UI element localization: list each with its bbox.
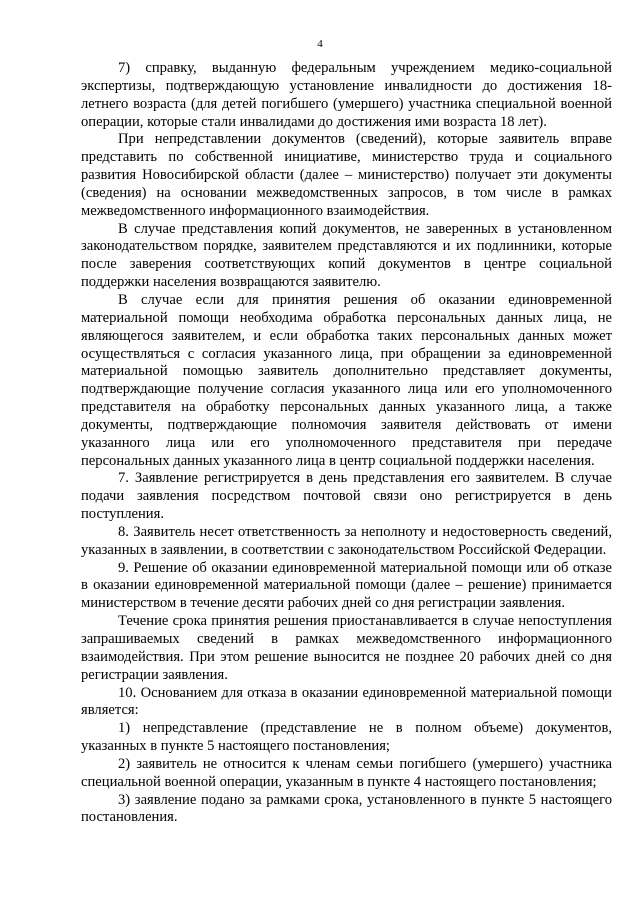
paragraph-interagency-requests: При непредставлении документов (сведений), которые заявитель вправе представить по собственной инициативе, министерство труда и социального развития Новосибирской области (далее – министерство) получает эти документы (сведения) на основании межведомственных запросов, в том числе в рамках межведомственного информационного взаимодействия. xyxy=(81,131,612,219)
paragraph-clause-7-registration: 7. Заявление регистрируется в день представления его заявителем. В случае подачи заявления посредством почтовой связи оно регистрируется в день поступления. xyxy=(81,470,612,523)
paragraph-item-7-certificate: 7) справку, выданную федеральным учреждением медико-социальной экспертизы, подтверждающую установление инвалидности до достижения 18-летнего возраста (для детей погибшего (умершего) участника специальной военной операции, которые стали инвалидами до достижения ими возраста 18 лет). xyxy=(81,60,612,130)
paragraph-refusal-ground-1: 1) непредставление (представление не в полном объеме) документов, указанных в пункте 5 настоящего постановления; xyxy=(81,720,612,755)
paragraph-clause-8-responsibility: 8. Заявитель несет ответственность за неполноту и недостоверность сведений, указанных в заявлении, в соответствии с законодательством Российской Федерации. xyxy=(81,523,612,558)
paragraph-copies-originals: В случае представления копий документов, не заверенных в установленном законодательством порядке, заявителем представляются и их подлинники, которые после заверения соответствующих копий документов в центре социальной поддержки населения возвращаются заявителю. xyxy=(81,220,612,291)
paragraph-term-suspension: Течение срока принятия решения приостанавливается в случае непоступления запрашиваемых сведений в рамках межведомственного информационного взаимодействия. При этом решение выносится не позднее 20 рабочих дней со дня регистрации заявления. xyxy=(81,613,612,683)
paragraph-personal-data-consent: В случае если для принятия решения об оказании единовременной материальной помощи необходима обработка персональных данных лица, не являющегося заявителем, и если обработка таких персональных данных может осуществляться с согласия указанного лица, при обращении за единовременной материальной помощью заявитель дополнительно представляет документы, подтверждающие получение согласия указанного лица или его уполномоченного представителя на обработку персональных данных указанного лица, а также документы, подтверждающие полномочия заявителя действовать от имени указанного лица или его уполномоченного представителя при передаче персональных данных указанного лица в центр социальной поддержки населения. xyxy=(81,291,612,469)
paragraph-clause-9-decision: 9. Решение об оказании единовременной материальной помощи или об отказе в оказании единовременной материальной помощи (далее – решение) принимается министерством в течение десяти рабочих дней со дня регистрации заявления. xyxy=(81,559,612,612)
paragraph-refusal-ground-2: 2) заявитель не относится к членам семьи погибшего (умершего) участника специальной военной операции, указанным в пункте 4 настоящего постановления; xyxy=(81,755,612,790)
paragraph-clause-10-refusal-grounds: 10. Основанием для отказа в оказании единовременной материальной помощи является: xyxy=(81,684,612,719)
paragraph-refusal-ground-3: 3) заявление подано за рамками срока, установленного в пункте 5 настоящего постановления. xyxy=(81,791,612,826)
page-number: 4 xyxy=(317,38,323,50)
document-body xyxy=(81,60,612,827)
